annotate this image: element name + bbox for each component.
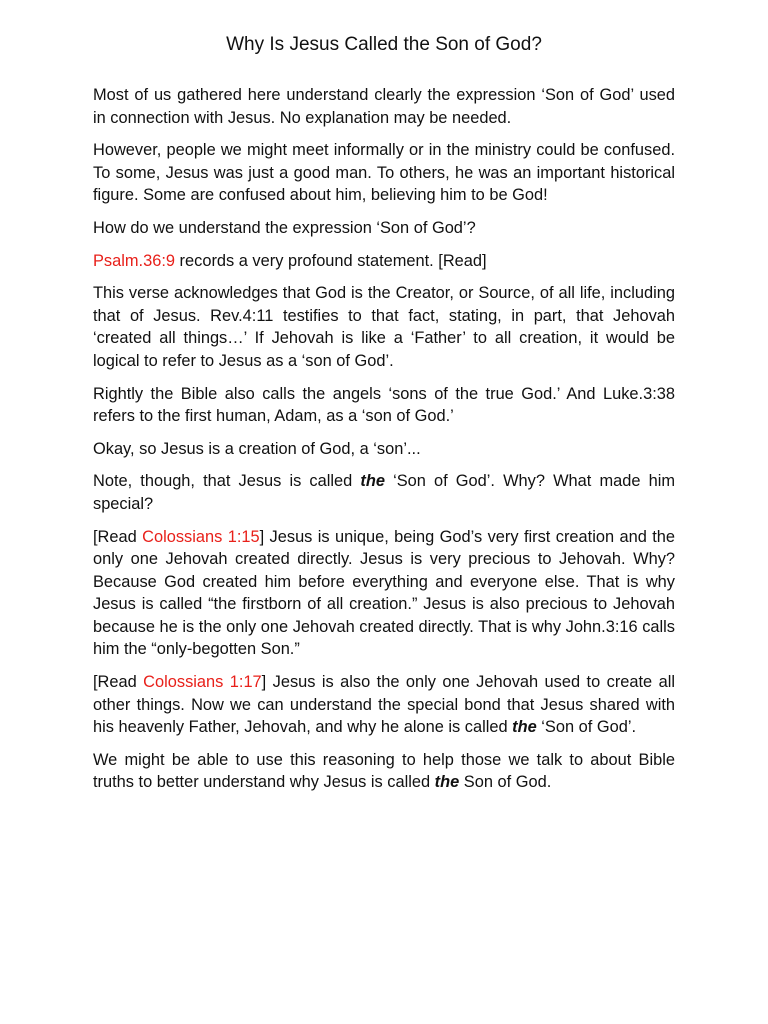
paragraph-text: records a very profound statement. [Read] [175,251,487,270]
paragraph-text: Note, though, that Jesus is called [93,472,361,491]
paragraph-text: [Read [93,527,143,546]
paragraph-text: We might be able to use this reasoning to help those we talk to about Bible truths to better understand why Jesus is called [93,750,675,792]
paragraph [93,383,675,428]
paragraph [93,671,675,739]
scripture-reference: Colossians 1:17 [143,673,262,692]
paragraph-text: However, people we might meet informally or in the ministry could be confused. To some, Jesus was just a good man. To others, he was an important historical figure. Some are confused about him, believing him to be God! [93,141,675,205]
paragraph-text: ‘Son of God’. Why? What made him special? [93,472,675,513]
scripture-reference: Colossians 1:15 [142,527,260,546]
paragraph-text: Rightly the Bible also calls the angels ‘sons of the true God.’ And Luke.3:38 refers to the first human, Adam, as a ‘son of God.’ [93,384,675,426]
paragraph [93,139,675,207]
paragraph-text: ] Jesus is unique, being God’s very first creation and the only one Jehovah created directly. Jesus is very precious to Jehovah. Why? Because God created him before everything and everyone else. That is why Jesus is called “the firstborn of all creation.” Jesus is also precious to Jehovah because he is the only one Jehovah created directly. That is why John.3:16 calls him the “only-begotten Son.” [93,527,675,659]
paragraph-text: How do we understand the expression ‘Son of God’? [93,218,476,237]
paragraph [93,526,675,662]
document-body [93,84,675,804]
paragraph [93,470,675,515]
paragraph-text: Okay, so Jesus is a creation of God, a ‘son’... [93,439,421,458]
paragraph-text: Son of God. [459,773,552,792]
emphasis-text: the [360,472,385,491]
emphasis-text: the [434,773,460,792]
document-title: Why Is Jesus Called the Son of God? [226,34,542,55]
paragraph-text: ‘Son of God’. [536,718,637,737]
paragraph-text: This verse acknowledges that God is the Creator, or Source, of all life, including that of Jesus. Rev.4:11 testifies to that fact, stating, in part, that Jehovah ‘created all things…’ If Jehovah is like a ‘Father’ to all creation, it would be logical to refer to Jesus as a ‘son of God’. [93,284,675,370]
paragraph [93,217,675,240]
paragraph [93,250,675,273]
paragraph [93,84,675,129]
paragraph-text: [Read [93,673,144,692]
paragraph [93,749,675,794]
paragraph-text: ] Jesus is also the only one Jehovah used to create all other things. Now we can understand the special bond that Jesus shared with his heavenly Father, Jehovah, and why he alone is called [93,673,675,737]
emphasis-text: the [512,718,537,737]
scripture-reference: Psalm.36:9 [93,251,175,270]
paragraph-text: Most of us gathered here understand clearly the expression ‘Son of God’ used in connection with Jesus. No explanation may be needed. [93,86,675,127]
paragraph [93,438,675,461]
paragraph [93,282,675,372]
